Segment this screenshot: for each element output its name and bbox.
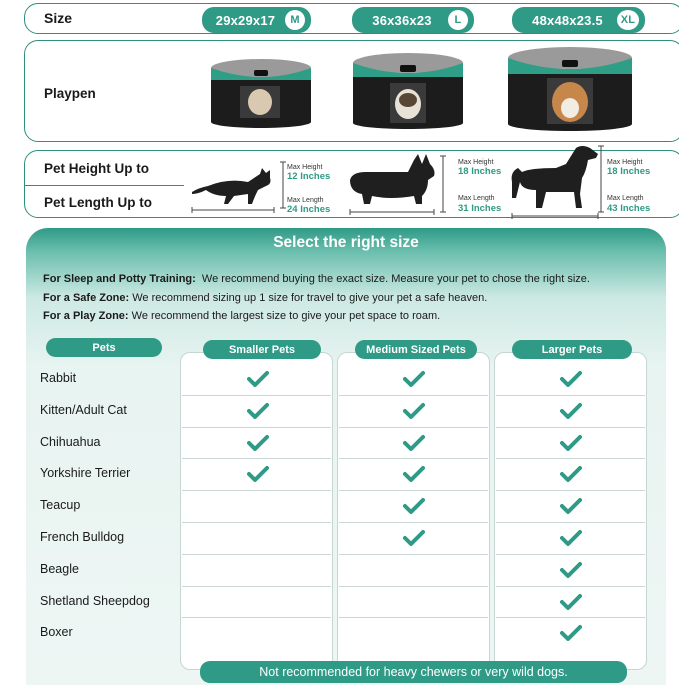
size-option-l[interactable] [352, 7, 474, 33]
size-badge: M [285, 10, 305, 30]
row-divider [496, 458, 645, 459]
max-height-caption: Max Height [607, 159, 643, 166]
column-smaller-pets [180, 352, 333, 670]
measure-divider [24, 185, 184, 186]
pet-name: Beagle [40, 561, 79, 576]
max-length-caption: Max Length [287, 197, 324, 204]
row-divider [339, 554, 488, 555]
recommendation-text: We recommend the largest size to give your pet space to roam. [128, 310, 441, 322]
checkmark-icon [403, 465, 425, 483]
corgi-silhouette [342, 152, 452, 218]
size-label: Size [44, 10, 73, 26]
checkmark-icon [560, 593, 582, 611]
guide-title: Select the right size [273, 234, 419, 251]
row-divider [496, 522, 645, 523]
checkmark-icon [560, 497, 582, 515]
playpen-l-image [348, 50, 468, 134]
height-bar [280, 160, 286, 210]
row-divider [182, 458, 331, 459]
recommendation-play-zone [43, 310, 440, 322]
checkmark-icon [247, 370, 269, 388]
playpen-label: Playpen [44, 86, 96, 101]
pet-name: Chihuahua [40, 434, 101, 449]
recommendation-heading: For a Safe Zone: [43, 292, 130, 304]
row-divider [339, 395, 488, 396]
checkmark-icon [560, 370, 582, 388]
checkmark-icon [403, 434, 425, 452]
max-height-value: 12 Inches [287, 171, 331, 182]
row-divider [496, 490, 645, 491]
pet-height-label: Pet Height Up to [44, 161, 149, 176]
row-divider [339, 490, 488, 491]
row-divider [182, 427, 331, 428]
size-dims: 36x36x23 [372, 12, 432, 28]
height-bar [440, 154, 446, 214]
pet-length-label: Pet Length Up to [44, 195, 152, 210]
max-height-value: 18 Inches [607, 166, 651, 177]
pet-name: French Bulldog [40, 529, 125, 544]
row-divider [496, 395, 645, 396]
column-header-smaller: Smaller Pets [203, 340, 321, 359]
size-option-xl[interactable] [512, 7, 645, 33]
checkmark-icon [560, 434, 582, 452]
size-badge: L [448, 10, 468, 30]
pet-name: Yorkshire Terrier [40, 466, 131, 481]
size-dims: 29x29x17 [215, 12, 276, 28]
checkmark-icon [403, 497, 425, 515]
row-divider [339, 617, 488, 618]
max-length-value: 43 Inches [607, 203, 651, 214]
max-height-value: 18 Inches [458, 166, 502, 177]
max-length-value: 31 Inches [458, 203, 502, 214]
dog-silhouette [506, 142, 606, 220]
pet-name: Kitten/Adult Cat [40, 402, 127, 417]
checkmark-icon [560, 465, 582, 483]
row-divider [182, 490, 331, 491]
pet-name: Rabbit [40, 370, 77, 385]
size-badge: XL [617, 10, 639, 30]
row-divider [496, 617, 645, 618]
recommendation-heading: For Sleep and Potty Training: [43, 273, 196, 285]
size-option-m[interactable] [202, 7, 311, 33]
checkmark-icon [560, 529, 582, 547]
row-divider [182, 554, 331, 555]
recommendation-sleep [43, 273, 590, 285]
checkmark-icon [403, 529, 425, 547]
row-divider [496, 586, 645, 587]
max-length-value: 24 Inches [287, 204, 331, 215]
row-divider [339, 427, 488, 428]
checkmark-icon [560, 624, 582, 642]
max-height-caption: Max Height [458, 159, 494, 166]
row-divider [496, 554, 645, 555]
column-header-larger: Larger Pets [512, 340, 632, 359]
pet-name: Shetland Sheepdog [40, 593, 150, 608]
checkmark-icon [247, 465, 269, 483]
pets-column-header: Pets [46, 338, 162, 357]
recommendation-safe-zone [43, 292, 487, 304]
row-divider [496, 427, 645, 428]
size-dims: 48x48x23.5 [532, 12, 603, 28]
column-header-medium: Medium Sized Pets [355, 340, 477, 359]
row-divider [339, 586, 488, 587]
checkmark-icon [403, 370, 425, 388]
checkmark-icon [247, 402, 269, 420]
recommendation-heading: For a Play Zone: [43, 310, 129, 322]
pet-name: Boxer [40, 625, 73, 640]
row-divider [339, 522, 488, 523]
row-divider [182, 522, 331, 523]
max-length-caption: Max Length [458, 195, 495, 202]
playpen-xl-image [503, 44, 637, 136]
recommendation-text: We recommend sizing up 1 size for travel to give your pet a safe heaven. [129, 292, 488, 304]
checkmark-icon [403, 402, 425, 420]
row-divider [339, 458, 488, 459]
row-divider [182, 395, 331, 396]
max-length-caption: Max Length [607, 195, 644, 202]
pet-name: Teacup [40, 498, 81, 513]
cat-silhouette [188, 164, 278, 216]
checkmark-icon [560, 402, 582, 420]
row-divider [182, 617, 331, 618]
recommendation-text: We recommend buying the exact size. Measure your pet to chose the right size. [195, 273, 590, 285]
chewer-warning: Not recommended for heavy chewers or very wild dogs. [200, 661, 627, 683]
max-height-caption: Max Height [287, 164, 323, 171]
row-divider [182, 586, 331, 587]
checkmark-icon [560, 561, 582, 579]
checkmark-icon [247, 434, 269, 452]
playpen-m-image [206, 56, 316, 132]
height-bar [598, 144, 604, 214]
